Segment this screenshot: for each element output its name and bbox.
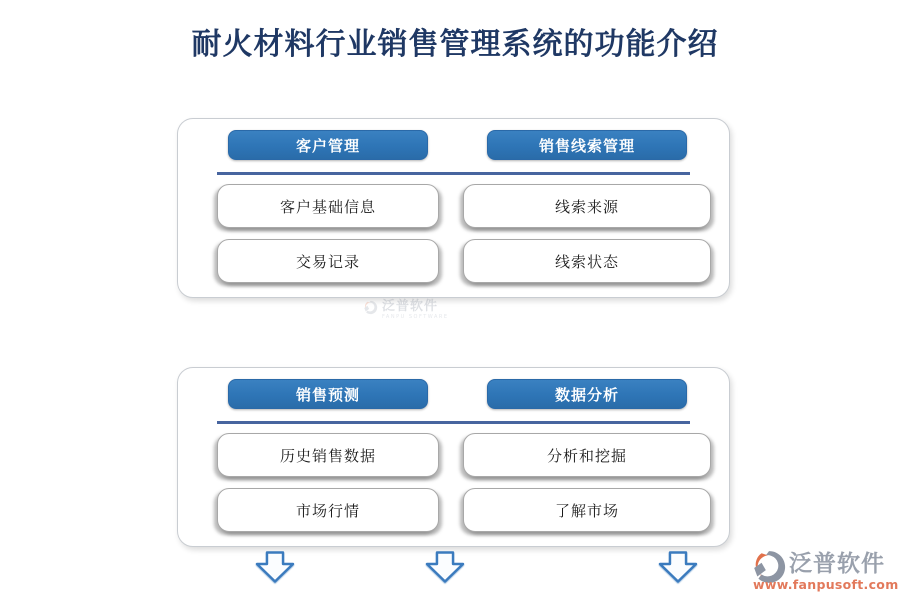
header-customer-management: 客户管理 (228, 130, 428, 160)
down-arrow-icon (255, 551, 295, 583)
logo-website-url: www.fanpusoft.com (753, 577, 899, 592)
logo-company-name: 泛普软件 (789, 551, 885, 577)
panel2-header-row (217, 379, 710, 409)
panel1-divider (217, 172, 690, 175)
header-data-analysis: 数据分析 (487, 379, 687, 409)
panel1-header-row (217, 130, 710, 160)
item-lead-source: 线索来源 (463, 184, 711, 228)
item-market-conditions: 市场行情 (217, 488, 439, 532)
down-arrow-icon (425, 551, 465, 583)
watermark-logo-icon (363, 300, 378, 319)
header-sales-lead-management: 销售线索管理 (487, 130, 687, 160)
item-historical-sales-data: 历史销售数据 (217, 433, 439, 477)
header-sales-forecast: 销售预测 (228, 379, 428, 409)
panel2-items (217, 433, 710, 532)
item-understand-market: 了解市场 (463, 488, 711, 532)
page-title: 耐火材料行业销售管理系统的功能介绍 (191, 27, 719, 62)
item-analysis-and-mining: 分析和挖掘 (463, 433, 711, 477)
item-customer-basic-info: 客户基础信息 (217, 184, 439, 228)
feature-panel-forecast (177, 367, 730, 547)
item-lead-status: 线索状态 (463, 239, 711, 283)
watermark-subtext: FANPU SOFTWARE (382, 314, 449, 320)
watermark-text: 泛普软件 (382, 299, 439, 314)
panel2-divider (217, 421, 690, 424)
panel1-items (217, 184, 710, 283)
item-transaction-records: 交易记录 (217, 239, 439, 283)
down-arrow-icon (658, 551, 698, 583)
watermark (363, 300, 449, 321)
feature-panel-customer (177, 118, 730, 298)
